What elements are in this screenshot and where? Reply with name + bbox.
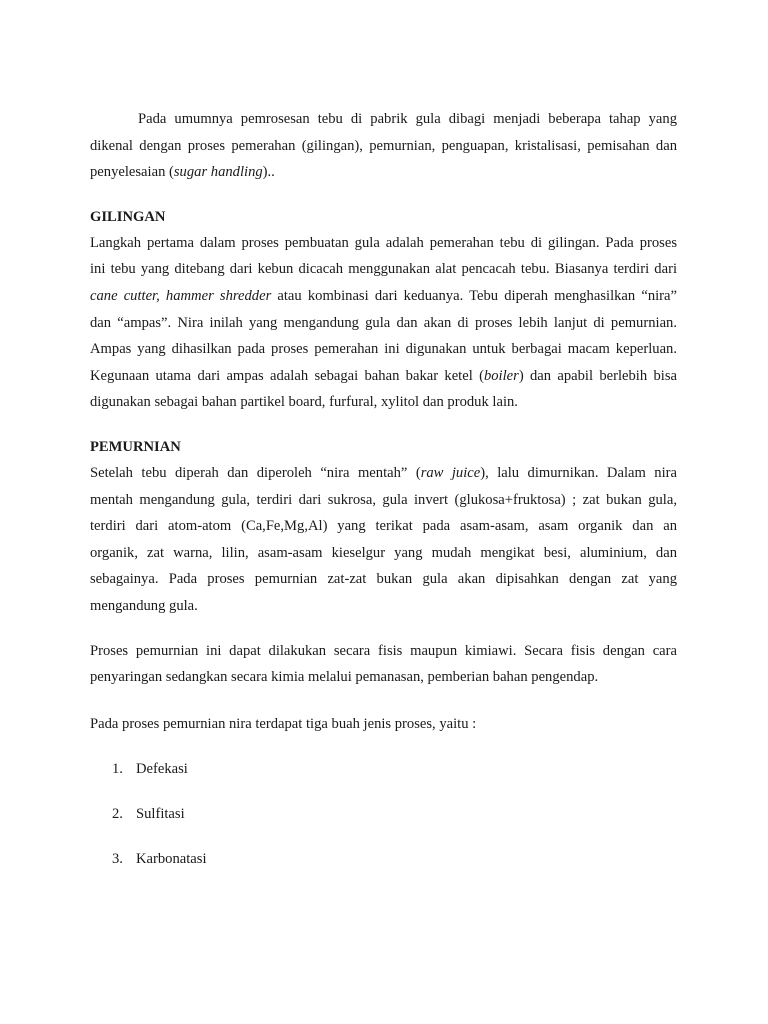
text-line: mentah mengandung gula, terdiri dari sukrosa, gula invert (glukosa+fruktosa) ; zat bukan gula, <box>90 491 677 508</box>
process-list <box>90 758 677 870</box>
text-line: ini tebu yang ditebang dari kebun dicacah menggunakan alat pencacah tebu. Biasanya terdiri dari <box>90 261 677 278</box>
text-line: digunakan sebagai bahan partikel board, furfural, xylitol dan produk lain. <box>90 394 518 411</box>
italic-term: sugar handling <box>173 164 263 181</box>
italic-term: boiler <box>483 367 519 384</box>
intro-paragraph <box>90 106 677 186</box>
list-label: Sulfitasi <box>136 806 185 823</box>
italic-term: raw juice <box>420 464 481 481</box>
proses-paragraph <box>90 638 677 691</box>
list-label: Defekasi <box>136 761 188 778</box>
text-line: dikenal dengan proses pemerahan (gilingan), pemurnian, penguapan, kristalisasi, pemisahan dan <box>90 137 677 154</box>
text-line: dan “ampas”. Nira inilah yang mengandung gula dan akan di proses lebih lanjut di pemurnian. <box>90 314 677 331</box>
list-item <box>90 803 677 825</box>
text-run: ) dan apabil berlebih bisa <box>518 367 677 384</box>
text-line: terdiri dari atom-atom (Ca,Fe,Mg,Al) yang terikat pada asam-asam, asam organik dan an <box>90 518 677 535</box>
text-line: Proses pemurnian ini dapat dilakukan secara fisis maupun kimiawi. Secara fisis dengan cara <box>90 642 677 659</box>
list-label: Karbonatasi <box>136 851 207 868</box>
list-number: 3. <box>112 851 123 868</box>
text-run: ), lalu dimurnikan. Dalam nira <box>480 464 677 481</box>
jenis-proses-intro <box>90 711 677 738</box>
section-heading-gilingan: GILINGAN <box>90 208 166 225</box>
text-line <box>90 283 677 310</box>
text-line <box>90 159 677 186</box>
text-line: Langkah pertama dalam proses pembuatan gula adalah pemerahan tebu di gilingan. Pada proses <box>90 234 677 251</box>
text-line: mengandung gula. <box>90 597 198 614</box>
text-line: penyaringan sedangkan secara kimia melalui pemanasan, pemberian bahan pengendap. <box>90 669 599 686</box>
text-line: Pada proses pemurnian nira terdapat tiga buah jenis proses, yaitu : <box>90 715 477 732</box>
text-line: Pada umumnya pemrosesan tebu di pabrik gula dibagi menjadi beberapa tahap yang <box>138 111 677 127</box>
list-number: 2. <box>112 806 123 823</box>
text-run: penyelesaian ( <box>90 164 174 181</box>
pemurnian-paragraph <box>90 460 677 620</box>
text-line <box>90 363 677 390</box>
gilingan-paragraph <box>90 230 677 416</box>
text-line: organik, zat warna, lilin, asam-asam kieselgur yang mudah mengikat besi, aluminium, dan <box>90 544 677 561</box>
list-item <box>90 758 677 780</box>
list-item <box>90 848 677 870</box>
text-run: Kegunaan utama dari ampas adalah sebagai bahan bakar ketel ( <box>90 367 484 384</box>
list-number: 1. <box>112 761 123 778</box>
italic-term: cane cutter, hammer shredder <box>90 287 272 304</box>
text-run: Setelah tebu diperah dan diperoleh “nira mentah” ( <box>90 464 421 481</box>
text-line <box>90 460 677 487</box>
text-line: Ampas yang dihasilkan pada proses pemerahan ini digunakan untuk berbagai macam keperluan. <box>90 341 677 358</box>
document-body <box>90 106 677 893</box>
text-line: sebagainya. Pada proses pemurnian zat-zat bukan gula akan dipisahkan dengan zat yang <box>90 571 677 588</box>
text-run: atau kombinasi dari keduanya. Tebu diperah menghasilkan “nira” <box>271 287 677 304</box>
text-run: ).. <box>262 164 275 181</box>
section-heading-pemurnian: PEMURNIAN <box>90 438 181 455</box>
